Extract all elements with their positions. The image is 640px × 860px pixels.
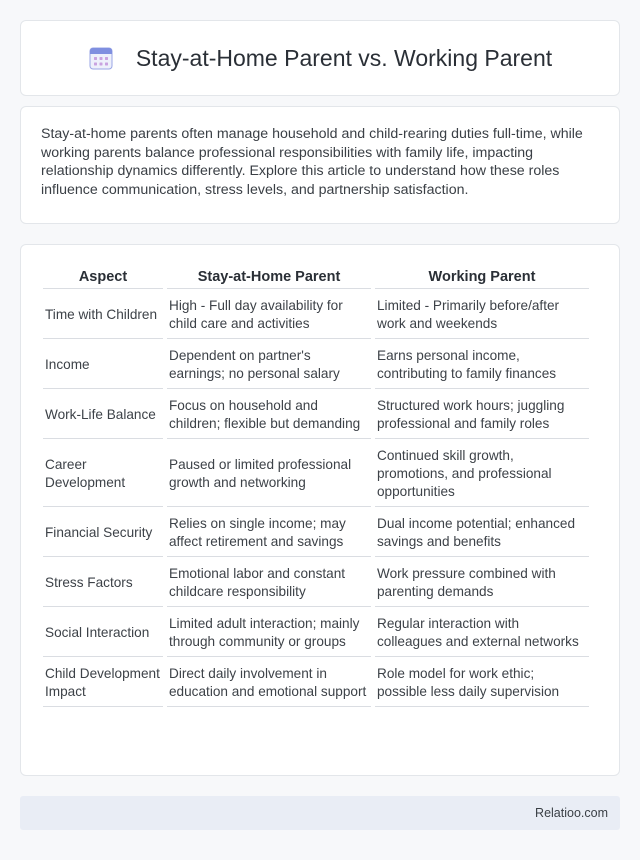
row-stay-at-home: Direct daily involvement in education and emotional support [167, 659, 371, 707]
comparison-table [39, 263, 593, 709]
row-aspect: Career Development [43, 441, 163, 507]
row-stay-at-home: High - Full day availability for child care and activities [167, 291, 371, 339]
table-row [43, 391, 589, 439]
table-row [43, 559, 589, 607]
table-row [43, 509, 589, 557]
row-aspect: Income [43, 341, 163, 389]
table-row [43, 659, 589, 707]
row-aspect: Social Interaction [43, 609, 163, 657]
row-working: Role model for work ethic; possible less daily supervision [375, 659, 589, 707]
row-stay-at-home: Focus on household and children; flexible but demanding [167, 391, 371, 439]
intro-card [20, 106, 620, 224]
row-working: Work pressure combined with parenting demands [375, 559, 589, 607]
footer-brand[interactable]: Relatioo.com [535, 806, 608, 820]
header-working: Working Parent [375, 265, 589, 289]
row-stay-at-home: Dependent on partner's earnings; no personal salary [167, 341, 371, 389]
row-aspect: Stress Factors [43, 559, 163, 607]
row-aspect: Work-Life Balance [43, 391, 163, 439]
row-stay-at-home: Paused or limited professional growth and networking [167, 441, 371, 507]
row-working: Dual income potential; enhanced savings and benefits [375, 509, 589, 557]
row-aspect: Financial Security [43, 509, 163, 557]
header-aspect: Aspect [43, 265, 163, 289]
title-card [20, 20, 620, 96]
table-header-row [43, 265, 589, 289]
calendar-icon [88, 45, 114, 71]
table-row [43, 609, 589, 657]
row-working: Limited - Primarily before/after work and weekends [375, 291, 589, 339]
row-working: Regular interaction with colleagues and external networks [375, 609, 589, 657]
row-aspect: Time with Children [43, 291, 163, 339]
page-title: Stay-at-Home Parent vs. Working Parent [135, 44, 553, 71]
row-working: Structured work hours; juggling professional and family roles [375, 391, 589, 439]
header-stay-at-home: Stay-at-Home Parent [167, 265, 371, 289]
row-working: Earns personal income, contributing to family finances [375, 341, 589, 389]
row-working: Continued skill growth, promotions, and professional opportunities [375, 441, 589, 507]
comparison-card [20, 244, 620, 776]
row-aspect: Child Development Impact [43, 659, 163, 707]
row-stay-at-home: Emotional labor and constant childcare responsibility [167, 559, 371, 607]
row-stay-at-home: Limited adult interaction; mainly through community or groups [167, 609, 371, 657]
footer [20, 796, 620, 830]
table-row [43, 441, 589, 507]
row-stay-at-home: Relies on single income; may affect retirement and savings [167, 509, 371, 557]
table-row [43, 291, 589, 339]
intro-text: Stay-at-home parents often manage household and child-rearing duties full-time, while working parents balance professional responsibilities with family life, impacting relationship dynamics differently. Explore this article to understand how these roles influence communication, stress levels, and partnership satisfaction. [41, 126, 583, 198]
table-row [43, 341, 589, 389]
